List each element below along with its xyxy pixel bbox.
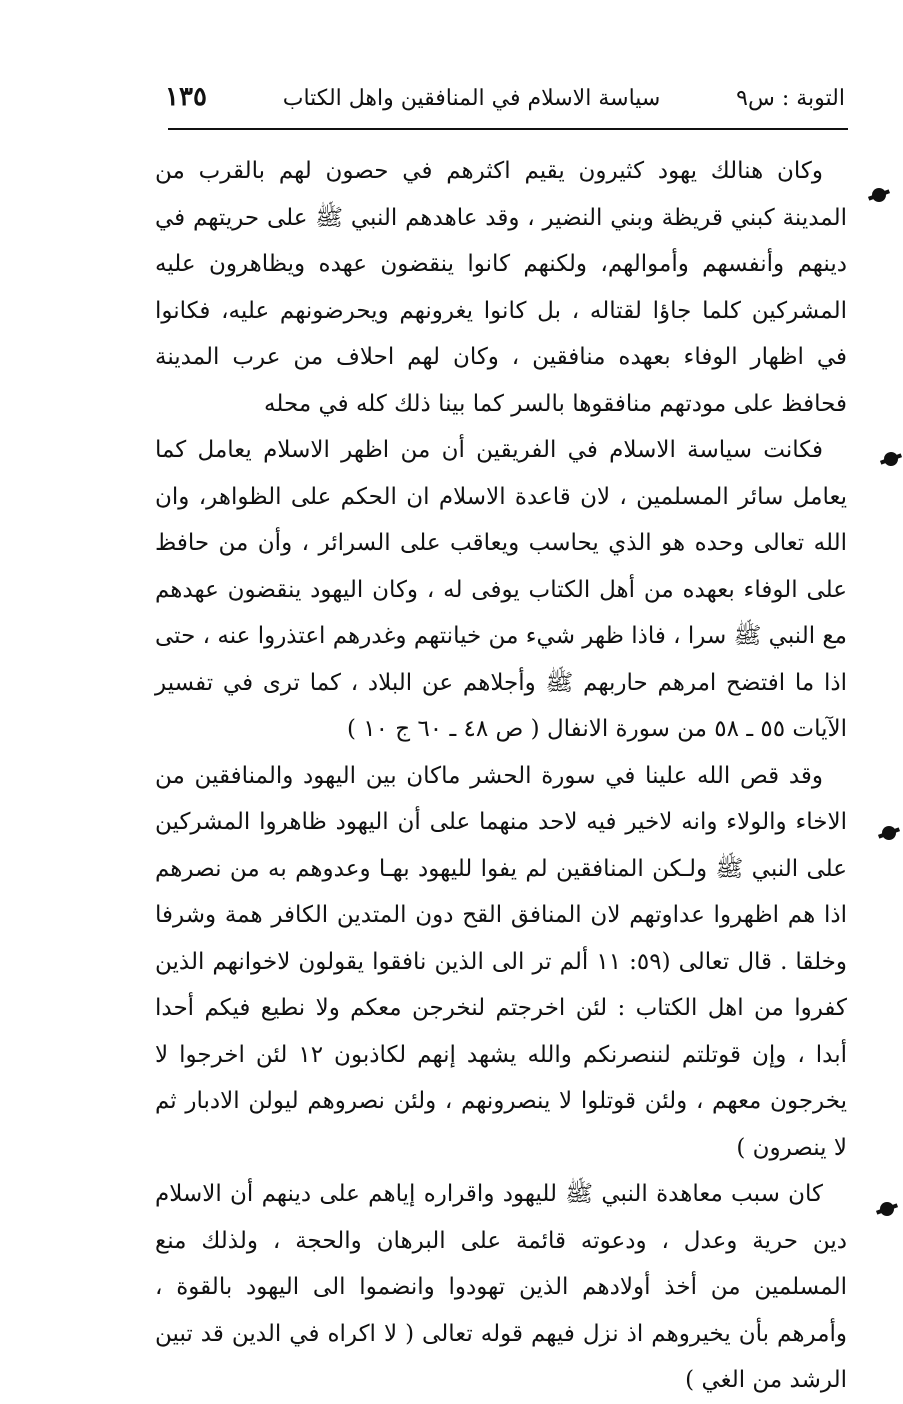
body-text: [155, 148, 847, 1404]
paragraph-4: كان سبب معاهدة النبي ﷺ لليهود واقراره إياهم على دينهم أن الاسلام دين حرية وعدل ، ودعوته قائمة على البرهان والحجة ، ولذلك منع المسلمين من أخذ أولادهم الذين تهودوا وانضموا الى اليهود بالقوة ، وأمرهم بأن يخيروهم اذ نزل فيهم قوله تعالى ( لا اكراه في الدين قد تبين الرشد من الغي ): [155, 1181, 847, 1393]
running-title: سياسة الاسلام في المنافقين واهل الكتاب: [282, 86, 661, 111]
binding-hole-mark: [884, 452, 898, 466]
binding-hole-mark: [872, 188, 886, 202]
page-number: ١٣٥: [165, 82, 207, 112]
header-rule: [168, 128, 848, 130]
paragraph-3: وقد قص الله علينا في سورة الحشر ماكان بين اليهود والمنافقين من الاخاء والولاء وانه لاخير فيه لاحد منهما على أن اليهود ظاهروا المشركين على النبي ﷺ ولـكن المنافقين لم يفوا لليهود بهـا وعدوهم به من نصرهم اذا هم اظهروا عداوتهم لان المنافق القح دون المتدين الكافر همة وشرفا وخلقا . قال تعالى (٥٩: ١١ ألم تر الى الذين نافقوا يقولون لاخوانهم الذين كفروا من اهل الكتاب : لئن اخرجتم لنخرجن معكم ولا نطيع فيكم أحدا أبدا ، وإن قوتلتم لننصرنكم والله يشهد إنهم لكاذبون ١٢ لئن اخرجوا لا يخرجون معهم ، ولئن قوتلوا لا ينصرونهم ، ولئن نصروهم ليولن الادبار ثم لا ينصرون ): [155, 762, 848, 1161]
binding-hole-mark: [880, 1202, 894, 1216]
section-reference: التوبة : س٩: [736, 86, 845, 111]
paragraph-1: وكان هنالك يهود كثيرون يقيم اكثرهم في حصون لهم بالقرب من المدينة كبني قريظة وبني النضير ، وقد عاهدهم النبي ﷺ على حريتهم في دينهم وأنفسهم وأموالهم، ولكنهم كانوا ينقضون عهده ويظاهرون عليه المشركين كلما جاؤا لقتاله ، بل كانوا يغرونهم ويحرضونهم عليه، فكانوا في اظهار الوفاء بعهده منافقين ، وكان لهم احلاف من عرب المدينة فحافظ على مودتهم منافقوها بالسر كما بينا ذلك كله في محله: [155, 158, 847, 417]
binding-hole-mark: [882, 826, 896, 840]
page-header: [165, 82, 845, 122]
paragraph-2: فكانت سياسة الاسلام في الفريقين أن من اظهر الاسلام يعامل كما يعامل سائر المسلمين ، لان قاعدة الاسلام ان الحكم على الظواهر، وان الله تعالى وحده هو الذي يحاسب ويعاقب على السرائر ، وأن من حافظ على الوفاء بعهده من أهل الكتاب يوفى له ، وكان اليهود ينقضون عهدهم مع النبي ﷺ سرا ، فاذا ظهر شيء من خيانتهم وغدرهم اعتذروا عنه ، حتى اذا ما افتضح امرهم حاربهم ﷺ وأجلاهم عن البلاد ، كما ترى في تفسير الآيات ٥٥ ـ ٥٨ من سورة الانفال ( ص ٤٨ ـ ٦٠ ج ١٠ ): [155, 437, 847, 742]
